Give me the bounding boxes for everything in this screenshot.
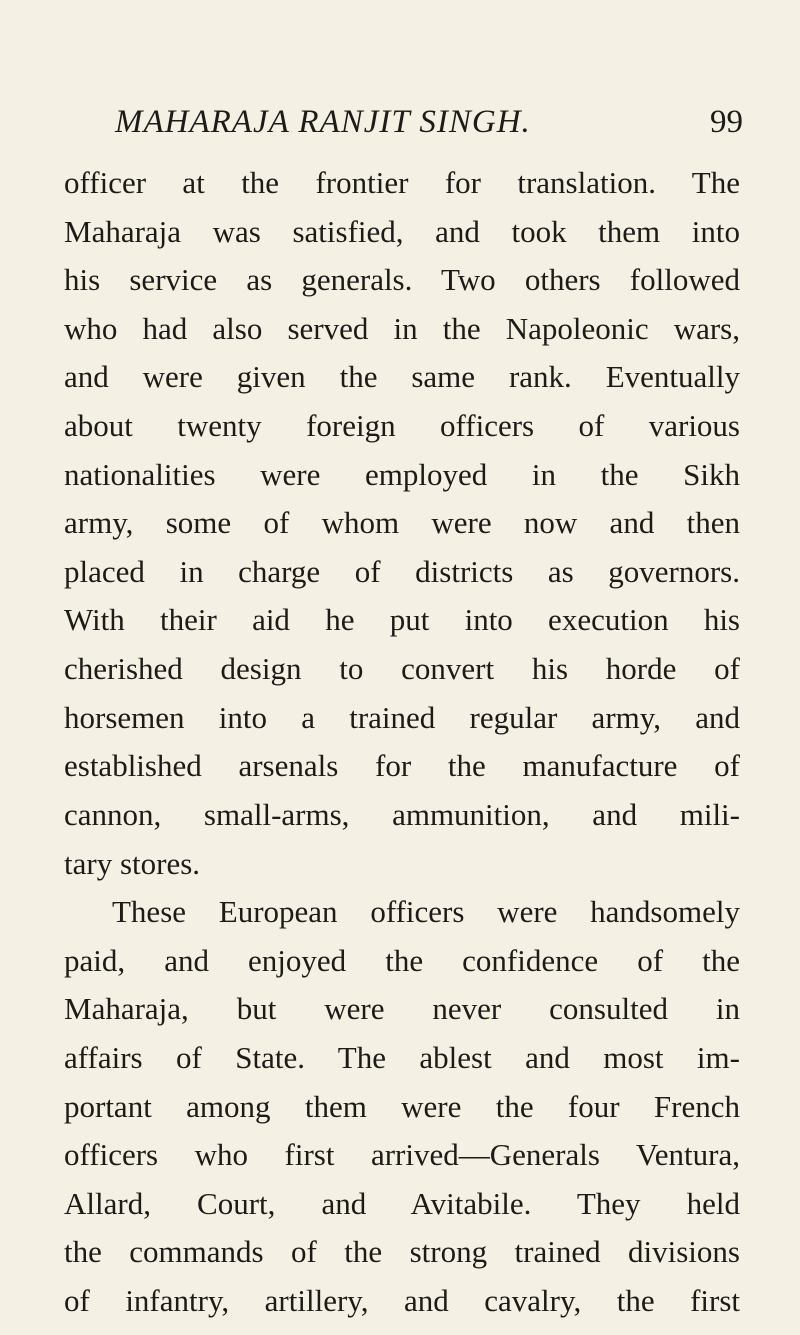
text-line: officer at the frontier for translation. The [64,165,740,200]
running-title: MAHARAJA RANJIT SINGH. [115,104,531,140]
running-head [115,97,743,147]
text-line: the commands of the strong trained divisions [64,1234,740,1270]
text-line: placed in charge of districts as governors. [64,553,740,589]
text-line: Maharaja, but were never consulted in [64,991,740,1027]
text-line: nationalities were employed in the Sikh [64,456,740,492]
text-line: his service as generals. Two others followed [64,262,740,298]
text-line: paid, and enjoyed the confidence of the [64,942,740,978]
text-line: cherished design to convert his horde of [64,651,740,687]
text-line: These European officers were handsomely [112,894,740,930]
text-line: cannon, small-arms, ammunition, and mili- [64,796,740,832]
text-line: about twenty foreign officers of various [64,408,740,444]
text-line: who had also served in the Napoleonic wars, [64,310,740,346]
text-line: affairs of State. The ablest and most im- [64,1039,740,1075]
text-line: tary stores. [64,845,201,881]
text-line: of infantry, artillery, and cavalry, the first [64,1283,740,1318]
text-line: established arsenals for the manufacture of [64,748,740,784]
text-line: With their aid he put into execution his [64,602,740,638]
text-line: officers who first arrived—Generals Ventura, [64,1137,740,1173]
text-line: and were given the same rank. Eventually [64,359,740,395]
text-line: Allard, Court, and Avitabile. They held [64,1185,740,1221]
text-line: horsemen into a trained regular army, and [64,699,740,735]
text-line: portant among them were the four French [64,1088,740,1124]
text-line: Maharaja was satisfied, and took them into [64,213,740,249]
page-number: 99 [710,104,743,140]
text-line: army, some of whom were now and then [64,505,740,541]
